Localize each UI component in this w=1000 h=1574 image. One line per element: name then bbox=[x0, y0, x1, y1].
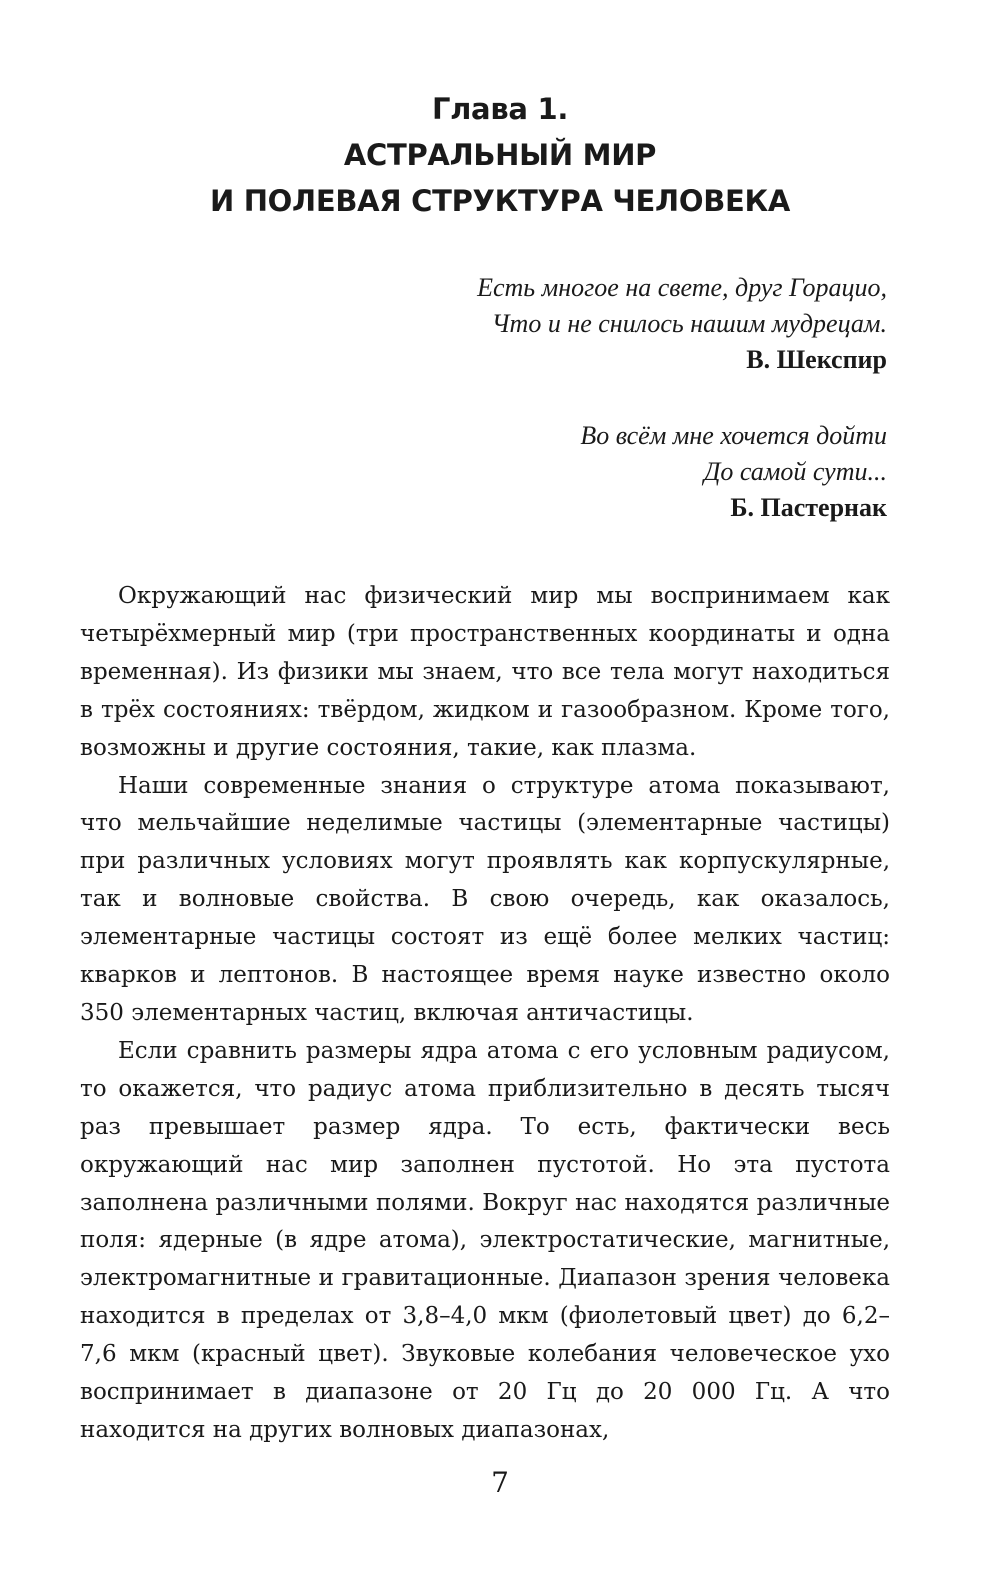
chapter-title-line-1: АСТРАЛЬНЫЙ МИР bbox=[343, 138, 657, 172]
body-text bbox=[80, 578, 890, 1450]
paragraph: Наши современные знания о структуре атома показывают, что мельчайшие неделимые частицы (элементарные частицы) при различных условиях могут проявлять как корпускулярные, так и волновые свойства. В свою очередь, как оказалось, элементарные частицы состоят из ещё более мелких частиц: кварков и лептонов. В настоящее время науке известно около 350 элементарных частиц, включая античастицы. bbox=[80, 772, 890, 1026]
chapter-heading bbox=[0, 86, 1000, 224]
epigraph-author: Б. Пастернак bbox=[730, 493, 887, 522]
epigraph-line: Что и не снилось нашим мудрецам. bbox=[491, 309, 887, 338]
epigraph-line: До самой сути... bbox=[703, 457, 887, 486]
paragraph: Если сравнить размеры ядра атома с его условным радиусом, то окажется, что радиус атома приблизительно в десять тысяч раз превышает размер ядра. То есть, фактически весь окружающий нас мир заполнен пустотой. Но эта пустота заполнена различными полями. Вокруг нас находятся различные поля: ядерные (в ядре атома), электростатические, магнитные, электромагнитные и гравитационные. Диапазон зрения человека находится в пределах от 3,8–4,0 мкм (фиолетовый цвет) до 6,2–7,6 мкм (красный цвет). Звуковые колебания человеческое ухо воспринимает в диапазоне от 20 Гц до 20 000 Гц. А что находится на других волновых диапазонах, bbox=[80, 1037, 890, 1443]
epigraph-author: В. Шекспир bbox=[746, 345, 887, 374]
epigraph-pasternak bbox=[580, 418, 887, 526]
chapter-number: Глава 1. bbox=[431, 92, 569, 126]
page-number: 7 bbox=[491, 1466, 509, 1499]
chapter-title-line-2: И ПОЛЕВАЯ СТРУКТУРА ЧЕЛОВЕКА bbox=[209, 184, 791, 218]
epigraph-line: Во всём мне хочется дойти bbox=[580, 421, 887, 450]
paragraph: Окружающий нас физический мир мы воспринимаем как четырёхмерный мир (три пространственных координаты и одна временная). Из физики мы знаем, что все тела могут находиться в трёх состояниях: твёрдом, жидком и газообразном. Кроме того, возможны и другие состояния, такие, как плазма. bbox=[80, 583, 890, 761]
epigraph-shakespeare bbox=[477, 270, 887, 378]
epigraph-line: Есть многое на свете, друг Горацио, bbox=[477, 273, 887, 302]
